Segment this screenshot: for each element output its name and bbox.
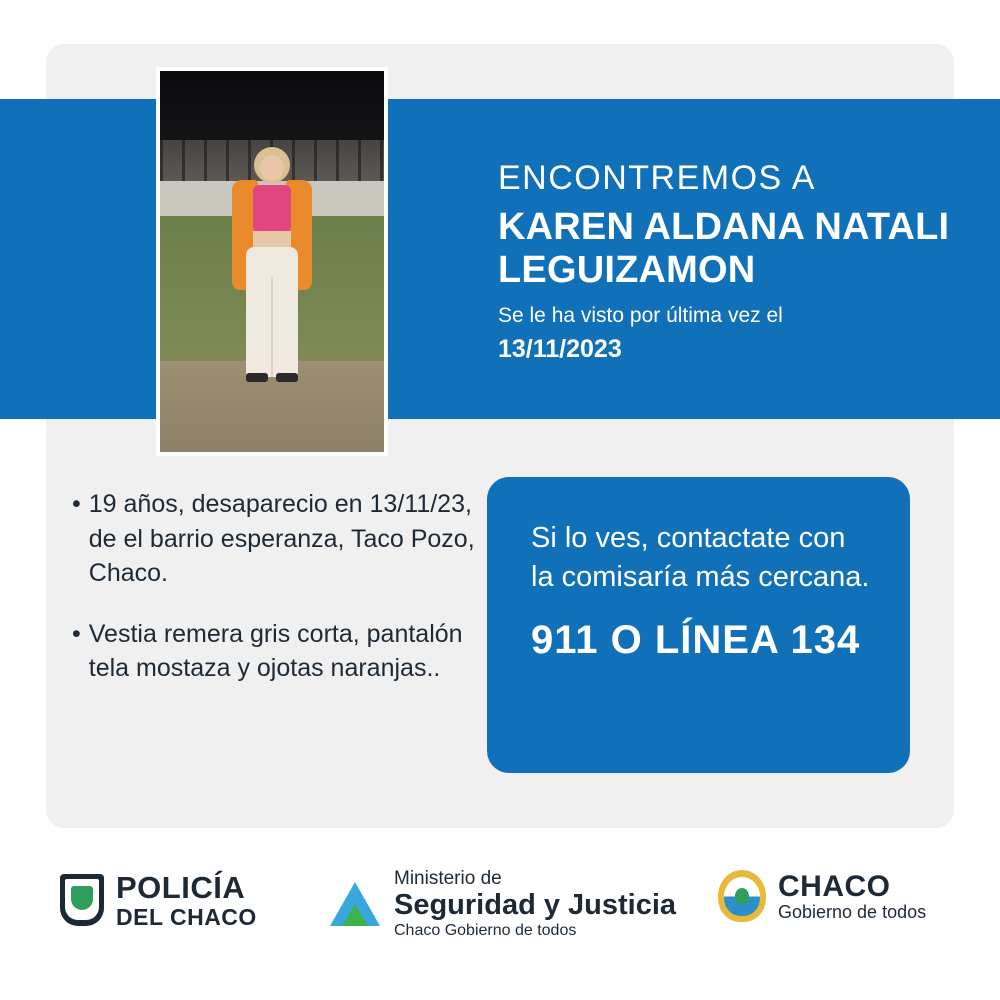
policia-line2: DEL CHACO <box>116 903 257 930</box>
policia-line1: POLICÍA <box>116 870 246 905</box>
person-shoe-right <box>276 373 298 382</box>
chaco-line1: CHACO <box>778 870 891 903</box>
missing-person-photo <box>160 71 384 452</box>
person-name: KAREN ALDANA NATALI LEGUIZAMON <box>498 206 950 291</box>
details-list <box>72 487 492 712</box>
chaco-line2: Gobierno de todos <box>778 902 927 922</box>
last-seen-label: Se le ha visto por última vez el <box>498 304 783 328</box>
detail-text: 19 años, desaparecio en 13/11/23, de el barrio esperanza, Taco Pozo, Chaco. <box>88 490 475 587</box>
person-pants <box>246 247 298 377</box>
person-shoe-left <box>246 373 268 382</box>
list-item <box>72 487 492 591</box>
photo-frame <box>156 67 388 456</box>
pre-title: ENCONTREMOS A <box>498 159 816 197</box>
triangle-icon <box>330 882 380 926</box>
header-text-block <box>498 160 988 364</box>
ministerio-text <box>394 868 676 940</box>
logo-policia-del-chaco <box>60 872 257 929</box>
list-item <box>72 617 492 686</box>
policia-text <box>116 872 257 929</box>
logo-gobierno-chaco <box>718 870 926 923</box>
contact-call-box <box>487 477 910 773</box>
emergency-phone: 911 O LÍNEA 134 <box>531 617 861 662</box>
bullet-icon: • <box>72 490 81 518</box>
coat-of-arms-icon <box>718 870 766 922</box>
ministerio-line3: Chaco Gobierno de todos <box>394 921 577 939</box>
shield-icon <box>60 874 104 926</box>
last-seen-date: 13/11/2023 <box>498 334 622 363</box>
detail-text: Vestia remera gris corta, pantalón tela mostaza y ojotas naranjas.. <box>88 619 463 682</box>
ministerio-line1: Ministerio de <box>394 868 502 889</box>
chaco-text <box>778 870 926 923</box>
person-face <box>260 155 284 181</box>
bullet-icon: • <box>72 619 81 648</box>
footer-logos <box>0 860 1000 970</box>
photo-person <box>220 147 324 437</box>
contact-message: Si lo ves, contactate con la comisaría más cercana. <box>531 522 870 594</box>
logo-ministerio-seguridad <box>330 868 676 940</box>
person-top <box>253 185 291 233</box>
ministerio-line2: Seguridad y Justicia <box>394 889 677 922</box>
